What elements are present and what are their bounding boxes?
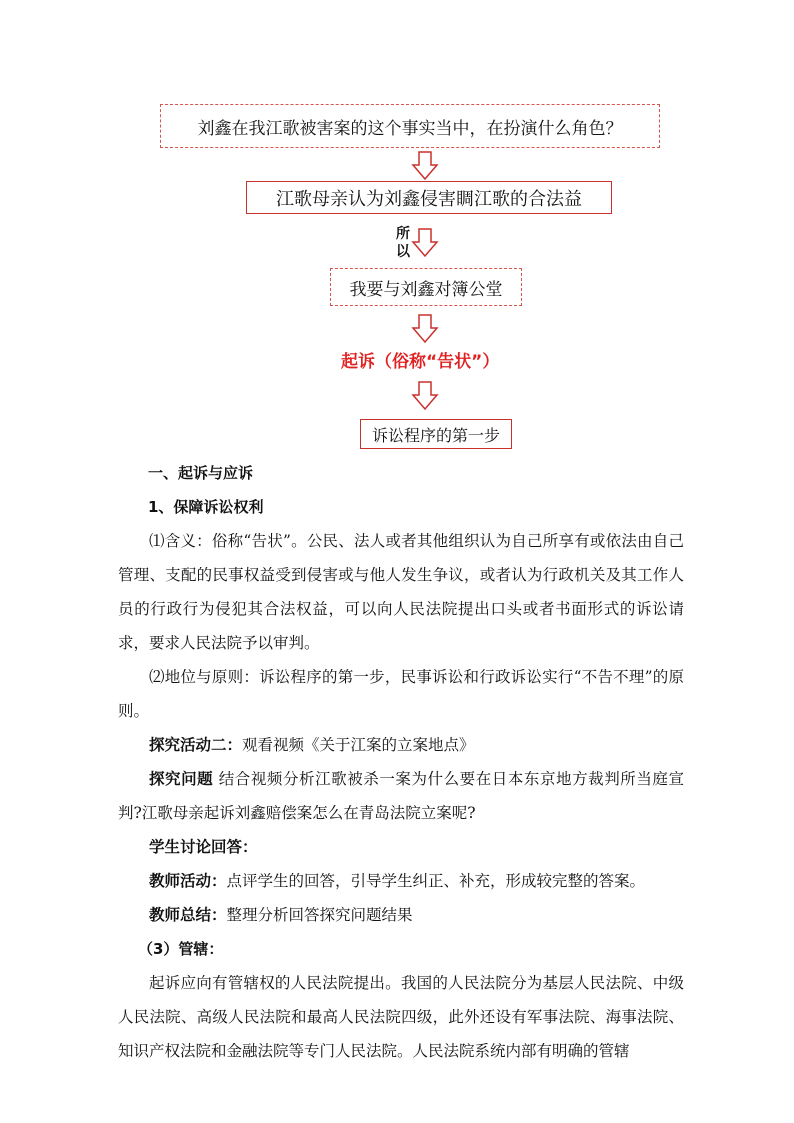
paragraph-summary <box>118 898 684 932</box>
paragraph-question <box>118 762 684 830</box>
summary-text: 整理分析回答探究问题结果 <box>226 906 413 924</box>
flow-side-label <box>395 225 411 261</box>
activity-label: 探究活动二： <box>149 736 243 754</box>
flow-box-first-step: 诉讼程序的第一步 <box>360 419 512 449</box>
summary-label: 教师总结： <box>149 906 227 924</box>
paragraph-discussion <box>118 830 684 864</box>
side-label-char: 以 <box>396 244 410 260</box>
down-arrow-icon <box>411 381 439 411</box>
question-label: 探究问题 <box>149 770 214 788</box>
down-arrow-icon <box>411 228 439 258</box>
flow-box-claim: 江歌母亲认为刘鑫侵害睭江歌的合法益 <box>246 181 612 214</box>
document-body <box>118 456 684 1068</box>
paragraph-teacher-activity <box>118 864 684 898</box>
paragraph-definition: ⑴含义：俗称“告状”。公民、法人或者其他组织认为自己所享有或依法由自己管理、支配的民事权益受到侵害或与他人发生争议，或者认为行政机关及其工作人员的行政行为侵犯其合法权益，可以向人民法院提出口头或者书面形式的诉讼请求，要求人民法院予以审判。 <box>118 532 684 652</box>
teacher-label: 教师活动： <box>149 872 227 890</box>
side-label-char: 所 <box>396 226 410 242</box>
down-arrow-icon <box>411 314 439 344</box>
discussion-label: 学生讨论回答： <box>149 838 258 856</box>
flow-red-title: 起诉（俗称“告状”） <box>341 352 500 372</box>
teacher-text: 点评学生的回答，引导学生纠正、补充，形成较完整的答案。 <box>226 872 646 890</box>
flow-box-court: 我要与刘鑫对簿公堂 <box>330 268 522 306</box>
down-arrow-icon <box>411 151 439 181</box>
paragraph-jurisdiction: 起诉应向有管辖权的人民法院提出。我国的人民法院分为基层人民法院、中级人民法院、高级人民法院和最高人民法院四级，此外还设有军事法院、海事法院、知识产权法院和金融法院等专门人民法院。人民法院系统内部有明确的管辖 <box>118 974 684 1060</box>
subsection-heading-jurisdiction: （3）管辖： <box>138 940 224 958</box>
activity-text: 观看视频《关于江案的立案地点》 <box>242 736 475 754</box>
paragraph-principle: ⑵地位与原则：诉讼程序的第一步，民事诉讼和行政诉讼实行“不告不理”的原则。 <box>118 668 684 720</box>
paragraph-activity <box>118 728 684 762</box>
section-heading: 一、起诉与应诉 <box>148 464 254 482</box>
flow-box-question: 刘鑫在我江歌被害案的这个事实当中，在扮演什么角色？ <box>160 104 660 148</box>
subsection-heading: 1、保障诉讼权利 <box>148 498 264 516</box>
question-text: 结合视频分析江歌被杀一案为什么要在日本东京地方裁判所当庭宣判?江歌母亲起诉刘鑫赔偿案怎么在青岛法院立案呢? <box>118 770 684 822</box>
